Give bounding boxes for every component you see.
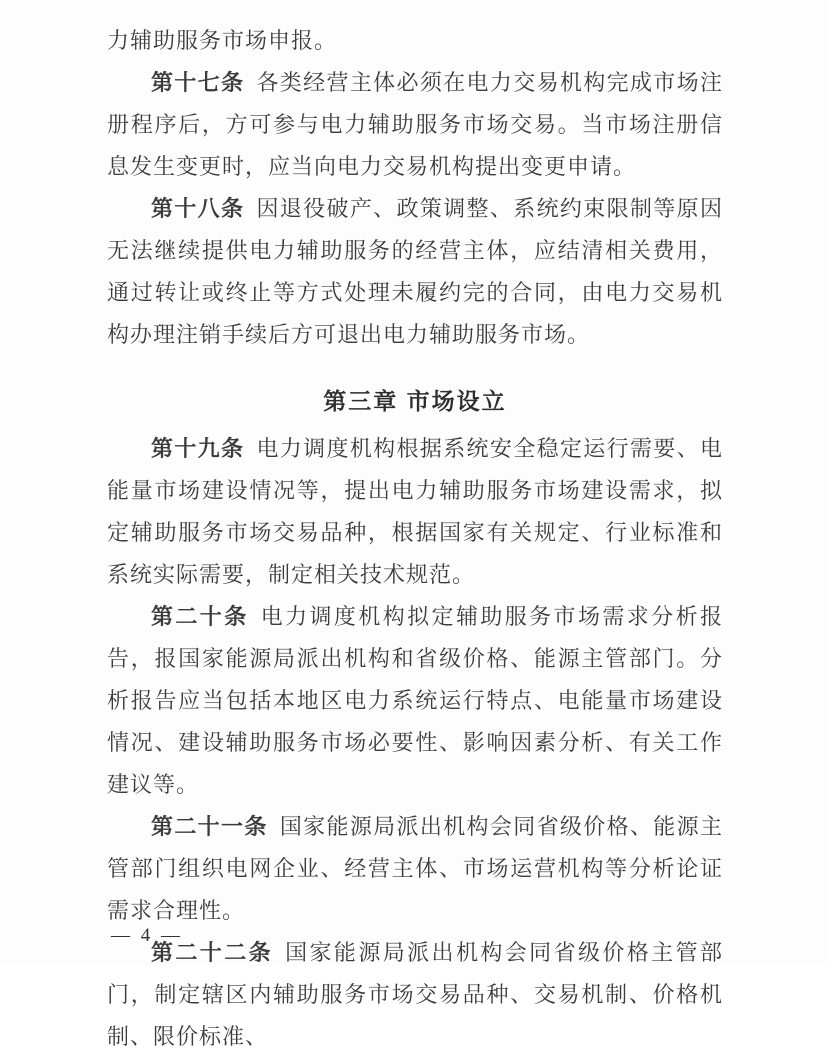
article-17-number: 第十七条 [151,70,245,95]
paragraph-article-18 [107,188,723,356]
paragraph-article-20 [107,596,723,806]
paragraph-continuation: 力辅助服务市场申报。 [107,28,338,53]
article-18-number: 第十八条 [151,196,245,221]
article-19-number: 第十九条 [151,436,245,461]
paragraph-article-22 [107,932,723,1058]
article-18-text: 因退役破产、政策调整、系统约束限制等原因无法继续提供电力辅助服务的经营主体，应结清相关费用，通过转让或终止等方式处理未履约完的合同，由电力交易机构办理注销手续后方可退出电力辅助服务市场。 [107,196,723,347]
article-22-text: 国家能源局派出机构会同省级价格主管部门，制定辖区内辅助服务市场交易品种、交易机制、价格机制、限价标准、 [107,940,723,1049]
paragraph-article-21 [107,806,723,932]
article-20-text: 电力调度机构拟定辅助服务市场需求分析报告，报国家能源局派出机构和省级价格、能源主管部门。分析报告应当包括本地区电力系统运行特点、电能量市场建设情况、建设辅助服务市场必要性、影响因素分析、有关工作建议等。 [107,604,723,797]
article-19-text: 电力调度机构根据系统安全稳定运行需要、电能量市场建设情况等，提出电力辅助服务市场建设需求，拟定辅助服务市场交易品种，根据国家有关规定、行业标准和系统实际需要，制定相关技术规范。 [107,436,723,587]
article-17-text: 各类经营主体必须在电力交易机构完成市场注册程序后，方可参与电力辅助服务市场交易。当市场注册信息发生变更时，应当向电力交易机构提出变更申请。 [107,70,723,179]
article-21-text: 国家能源局派出机构会同省级价格、能源主管部门组织电网企业、经营主体、市场运营机构等分析论证需求合理性。 [107,814,723,923]
article-21-number: 第二十一条 [151,814,268,839]
text-column [107,20,723,1058]
paragraph-article-17 [107,62,723,188]
article-22-number: 第二十二条 [151,940,274,965]
article-20-number: 第二十条 [151,604,249,629]
chapter-heading: 第三章 市场设立 [323,388,507,414]
paragraph-article-19 [107,428,723,596]
page-number: — 4 — [111,925,183,946]
